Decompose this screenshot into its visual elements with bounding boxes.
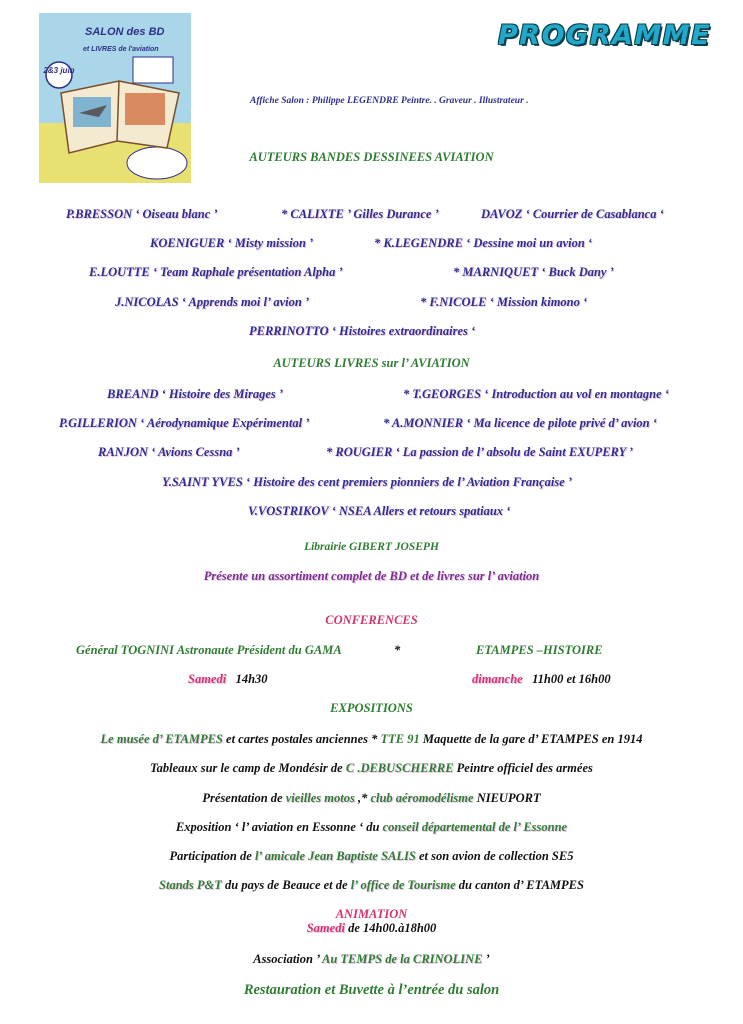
exposition-line — [0, 760, 743, 776]
exposition-highlight: TTE 91 — [380, 732, 420, 746]
conference-time: 14h30 — [235, 672, 268, 686]
exposition-text: Tableaux sur le camp de Mondésir de — [150, 761, 346, 775]
exposition-highlight: C .DEBUSCHERRE — [345, 761, 454, 775]
author-entry: P.BRESSON ‘ Oiseau blanc ’ — [66, 207, 218, 221]
author-entry: * F.NICOLE ‘ Mission kimono ‘ — [420, 295, 588, 309]
author-entry: V.VOSTRIKOV ‘ NSEA Allers et retours spatiaux ‘ — [248, 504, 511, 518]
section-heading-bd: AUTEURS BANDES DESSINEES AVIATION — [249, 150, 494, 164]
exposition-text: Présentation de — [202, 791, 286, 805]
exposition-highlight: club aéromodélisme — [370, 791, 474, 805]
association-name: Au TEMPS de la CRINOLINE — [322, 952, 483, 966]
animation-hours: de 14h00.à18h00 — [344, 921, 437, 935]
page-title: PROGRAMME — [498, 20, 712, 51]
author-entry: * T.GEORGES ‘ Introduction au vol en montagne ‘ — [403, 387, 669, 401]
section-heading-livres: AUTEURS LIVRES sur l’ AVIATION — [273, 356, 470, 370]
author-entry: BREAND ‘ Histoire des Mirages ’ — [107, 387, 284, 401]
section-heading-expositions: EXPOSITIONS — [330, 701, 413, 715]
exposition-text: et cartes postales anciennes * — [222, 732, 381, 746]
exposition-line — [0, 731, 743, 747]
exposition-line — [0, 848, 743, 864]
animation-association — [0, 951, 743, 967]
exposition-line — [0, 819, 743, 835]
author-entry: DAVOZ ‘ Courrier de Casablanca ‘ — [481, 207, 664, 221]
exposition-text: Participation de — [169, 849, 255, 863]
exposition-highlight: conseil départemental de l’ Essonne — [382, 820, 568, 834]
conference-time: 11h00 et 16h00 — [532, 672, 611, 686]
author-entry: Y.SAINT YVES ‘ Histoire des cent premiers pionniers de l’ Aviation Française ’ — [162, 475, 573, 489]
conference-day: dimanche — [472, 672, 523, 686]
librairie-description: Présente un assortiment complet de BD et de livres sur l’ aviation — [203, 569, 540, 583]
author-entry: P.GILLERION ‘ Aérodynamique Expérimental ’ — [59, 416, 310, 430]
exposition-text: ,* — [354, 791, 371, 805]
exposition-line — [0, 877, 743, 893]
conference-day: Samedi — [188, 672, 227, 686]
author-entry: * CALIXTE ’ Gilles Durance ’ — [281, 207, 439, 221]
section-heading-animation: ANIMATION — [335, 907, 408, 921]
exposition-highlight: Stands P&T — [159, 878, 222, 892]
conference-schedule — [188, 671, 268, 687]
exposition-text: Exposition ‘ l’ aviation en Essonne ‘ du — [175, 820, 383, 834]
conference-schedule — [472, 671, 611, 687]
animation-schedule — [0, 920, 743, 936]
exposition-highlight: l’ office de Tourisme — [350, 878, 456, 892]
exposition-text: Peintre officiel des armées — [453, 761, 593, 775]
author-entry: * K.LEGENDRE ‘ Dessine moi un avion ‘ — [374, 236, 593, 250]
association-text: Association ’ — [253, 952, 322, 966]
footer-note: Restauration et Buvette à l’entrée du salon — [243, 982, 500, 998]
poster-subtitle: et LIVRES de l'aviation — [83, 46, 159, 53]
poster-title: SALON des BD — [85, 26, 165, 38]
exposition-highlight: Le musée d’ ETAMPES — [100, 732, 223, 746]
author-entry: * MARNIQUET ‘ Buck Dany ’ — [453, 265, 614, 279]
poster-dates: 2&3 juin — [43, 66, 75, 75]
author-entry: * ROUGIER ‘ La passion de l’ absolu de Saint EXUPERY ’ — [326, 445, 634, 459]
conference-speaker: Général TOGNINI Astronaute Président du GAMA — [76, 643, 342, 657]
exposition-text: du canton d’ ETAMPES — [455, 878, 584, 892]
exposition-text: Maquette de la gare d’ ETAMPES en 1914 — [419, 732, 643, 746]
poster-credit: Affiche Salon : Philippe LEGENDRE Peintre. . Graveur . Illustrateur . — [250, 96, 529, 106]
section-heading-conferences: CONFERENCES — [325, 613, 418, 627]
exposition-text: et son avion de collection SE5 — [415, 849, 574, 863]
separator-star: * — [394, 643, 401, 657]
exposition-text: NIEUPORT — [473, 791, 541, 805]
association-text: ’ — [482, 952, 490, 966]
animation-day: Samedi — [306, 921, 345, 935]
librairie-name: Librairie GIBERT JOSEPH — [304, 541, 439, 553]
author-entry: * A.MONNIER ‘ Ma licence de pilote privé d’ avion ‘ — [383, 416, 657, 430]
exposition-text: du pays de Beauce et de — [221, 878, 351, 892]
author-entry: KOENIGUER ‘ Misty mission ’ — [150, 236, 314, 250]
author-entry: PERRINOTTO ‘ Histoires extraordinaires ‘ — [249, 324, 476, 338]
conference-topic: ETAMPES –HISTOIRE — [476, 643, 603, 657]
exposition-highlight: vieilles motos — [285, 791, 355, 805]
author-entry: RANJON ‘ Avions Cessna ’ — [98, 445, 240, 459]
author-entry: E.LOUTTE ‘ Team Raphale présentation Alpha ’ — [89, 265, 343, 279]
exposition-highlight: l’ amicale Jean Baptiste SALIS — [254, 849, 416, 863]
exposition-line — [0, 790, 743, 806]
author-entry: J.NICOLAS ‘ Apprends moi l’ avion ’ — [115, 295, 310, 309]
